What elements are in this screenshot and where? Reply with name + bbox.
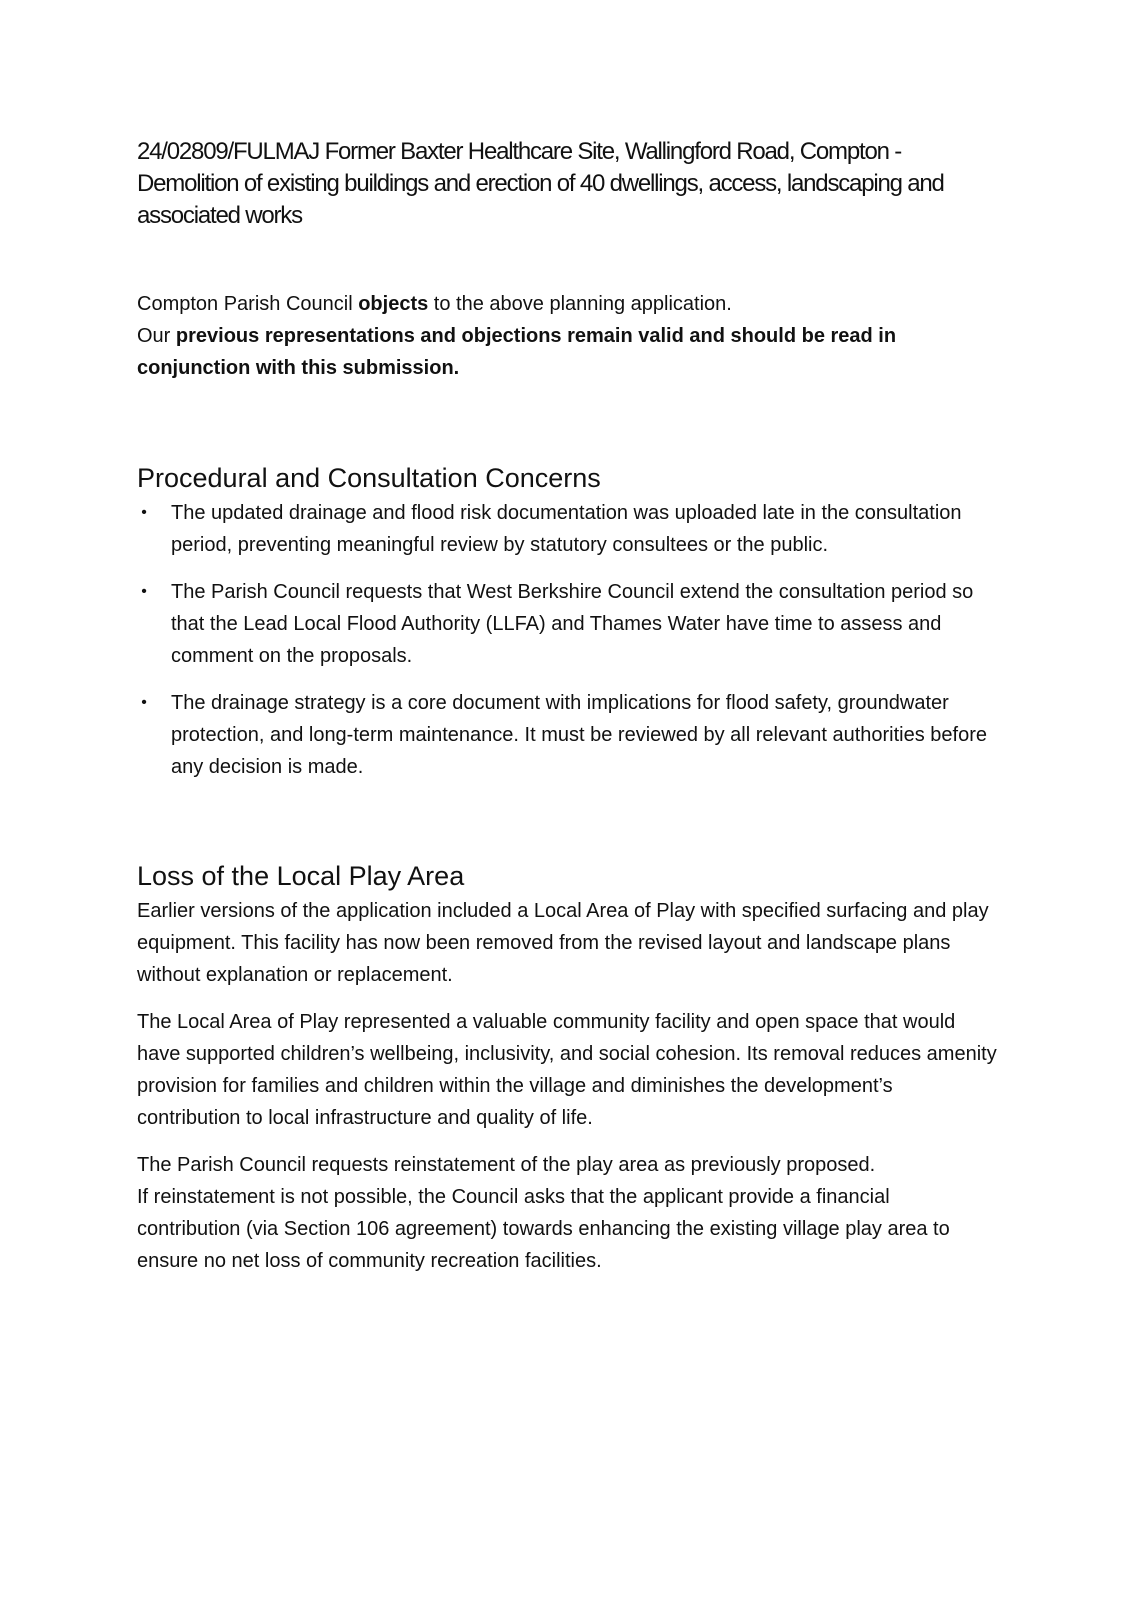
reinstatement-paragraph (137, 1149, 997, 1277)
previous-representations-prefix: Our (137, 325, 176, 347)
list-item-text: The Parish Council requests that West Berkshire Council extend the consultation period so that the Lead Local Flood Authority (LLFA) and Thames Water have time to assess and comment on the proposals. (171, 581, 974, 667)
previous-representations-statement (137, 320, 997, 384)
application-title: 24/02809/FULMAJ Former Baxter Healthcare Site, Wallingford Road, Compton - Demolition of existing buildings and erection of 40 dwellings, access, landscaping and associated works (137, 138, 944, 229)
list-item (137, 687, 997, 783)
section-106-request: If reinstatement is not possible, the Council asks that the applicant provide a financial contribution (via Section 106 agreement) towards enhancing the existing village play area to ensure no net loss of community recreation facilities. (137, 1186, 950, 1272)
list-item-text: The updated drainage and flood risk documentation was uploaded late in the consultation period, preventing meaningful review by statutory consultees or the public. (171, 502, 962, 556)
list-item (137, 576, 997, 672)
objection-suffix: to the above planning application. (428, 293, 732, 315)
section-heading-procedural: Procedural and Consultation Concerns (137, 463, 601, 493)
objection-keyword: objects (358, 293, 429, 315)
bullet-icon: • (141, 583, 147, 600)
document-content (137, 136, 997, 1292)
previous-representations-bold: previous representations and objections remain valid and should be read in conjunction with this submission. (137, 325, 897, 379)
section-heading-play-area: Loss of the Local Play Area (137, 861, 465, 891)
paragraph: Earlier versions of the application included a Local Area of Play with specified surfacing and play equipment. This facility has now been removed from the revised layout and landscape plans without explanation or replacement. (137, 900, 989, 986)
list-item (137, 497, 997, 561)
objection-statement (137, 288, 997, 320)
bullet-icon: • (141, 504, 147, 521)
intro-statement (137, 288, 997, 384)
procedural-concerns-list (137, 497, 997, 783)
reinstatement-request: The Parish Council requests reinstatement of the play area as previously proposed. (137, 1154, 876, 1176)
bullet-icon: • (141, 694, 147, 711)
list-item-text: The drainage strategy is a core document with implications for flood safety, groundwater protection, and long-term maintenance. It must be reviewed by all relevant authorities before any decision is made. (171, 692, 987, 778)
paragraph: The Local Area of Play represented a valuable community facility and open space that would have supported children’s wellbeing, inclusivity, and social cohesion. Its removal reduces amenity provision for families and children within the village and diminishes the development’s contribution to local infrastructure and quality of life. (137, 1011, 997, 1129)
objection-prefix: Compton Parish Council (137, 293, 359, 315)
